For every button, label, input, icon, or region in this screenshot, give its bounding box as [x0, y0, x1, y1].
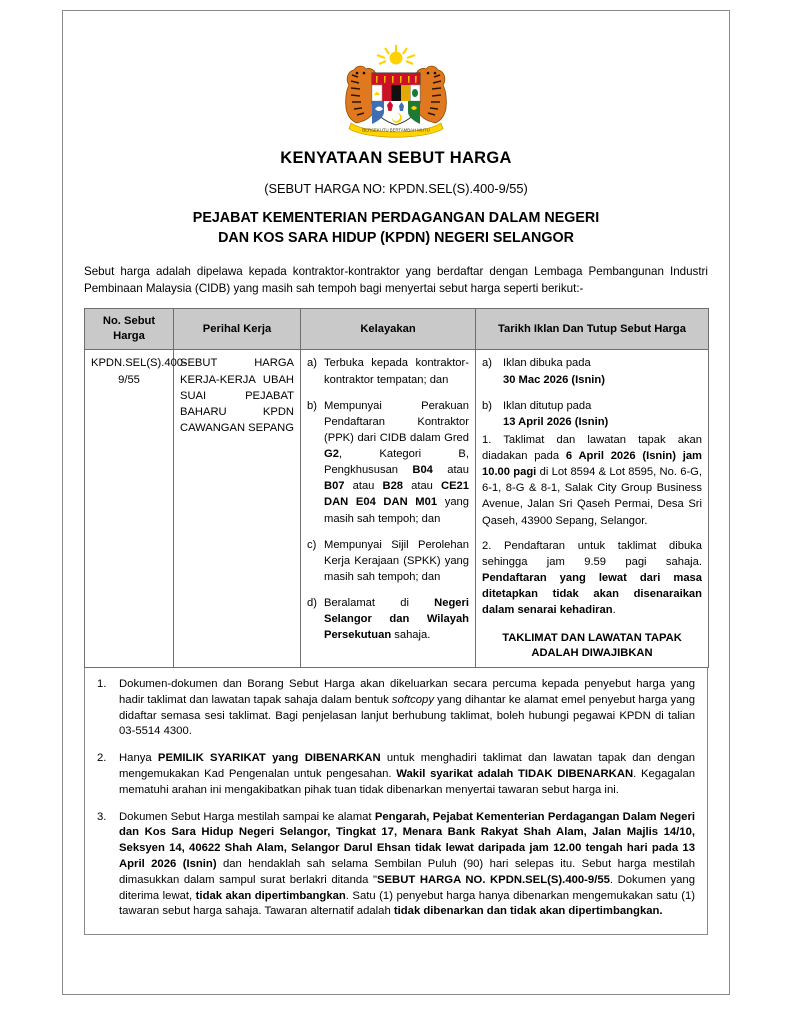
item-text: Beralamat di Negeri Selangor dan Wilayah Persekutuan sahaja. [324, 597, 469, 642]
item-text: Iklan ditutup pada 13 April 2026 (Isnin) [503, 399, 609, 428]
item-marker: a) [307, 357, 317, 370]
kelayakan-item [307, 595, 469, 643]
tarikh-notes [482, 432, 702, 618]
kelayakan-item [307, 355, 469, 387]
note-text: Hanya PEMILIK SYARIKAT yang DIBENARKAN untuk menghadiri taklimat dan lawatan tapak dan dengan mengemukakan Kad Pengenalan untuk pengesahan. Wakil syarikat adalah TIDAK DIBENARKAN. Kegagalan mematuhi arahan ini mengakibatkan pihak tuan tidak dibenarkan menyertai tawaran sebut harga ini. [119, 752, 696, 796]
cell-perihal-kerja: SEBUT HARGA KERJA-KERJA UBAH SUAI PEJABAT BAHARU KPDN CAWANGAN SEPANG [174, 350, 301, 667]
intro-paragraph: Sebut harga adalah dipelawa kepada kontraktor-kontraktor yang berdaftar dengan Lembaga Pembangunan Industri Pembinaan Malaysia (CIDB) yang masih sah tempoh bagi menyertai sebut harga seperti berikut:- [84, 265, 708, 295]
table-row [85, 350, 709, 667]
kelayakan-list [307, 355, 469, 643]
kelayakan-item [307, 537, 469, 585]
table-header-row [85, 309, 709, 350]
cell-kelayakan [301, 350, 476, 667]
note-number: 2. [97, 752, 107, 765]
note-text: Dokumen Sebut Harga mestilah sampai ke alamat Pengarah, Pejabat Kementerian Perdagangan Dalam Negeri dan Kos Sara Hidup Negeri Selangor, Tingkat 17, Menara Bank Rakyat Shah Alam, Jalan Majlis 14/10, Seksyen 14, 40622 Shah Alam, Selangor Darul Ehsan tidak lewat daripada jam 12.00 tengah hari pada 13 April 2026 (Isnin) dan hendaklah sah selama Sembilan Puluh (90) hari selepas itu. Sebut harga mestilah dimasukkan dalam sampul surat berlakri ditanda "SEBUT HARGA NO. KPDN.SEL(S).400-9/55. Dokumen yang diterima lewat, tidak akan dipertimbangkan. Satu (1) penyebut harga hanya dibenarkan mengemukakan satu (1) tawaran sebut harga sahaja. Tawaran alternatif adalah tidak dibenarkan dan tidak akan dipertimbangkan. [119, 810, 696, 918]
th-perihal-kerja: Perihal Kerja [174, 309, 301, 350]
note-item [97, 677, 695, 740]
page-inner [63, 11, 729, 935]
quote-number-line: (SEBUT HARGA NO: KPDN.SEL(S).400-9/55) [264, 181, 528, 196]
crest-container [84, 43, 708, 141]
item-marker: d) [307, 597, 317, 610]
quotation-table [84, 308, 709, 668]
notes-list [97, 677, 695, 920]
item-text: Iklan dibuka pada 30 Mac 2026 (Isnin) [503, 357, 605, 386]
cell-no-sebut-harga: KPDN.SEL(S).400-9/55 [85, 350, 174, 667]
tarikh-note: 2. Pendaftaran untuk taklimat dibuka sehingga jam 9.59 pagi sahaja. Pendaftaran yang lewat dari masa ditetapkan tidak akan disenaraikan dalam senarai kehadiran. [482, 539, 702, 617]
item-marker: c) [307, 538, 317, 551]
shield [372, 73, 420, 125]
department-line-2: DAN KOS SARA HIDUP (KPDN) NEGERI SELANGOR [218, 229, 574, 246]
item-text: Mempunyai Perakuan Pendaftaran Kontraktor (PPK) dari CIDB dalam Gred G2, Kategori B, Pengkhususan B04 atau B07 atau B28 atau CE21 DAN E04 DAN M01 yang masih sah tempoh; dan [324, 399, 469, 525]
page-title: KENYATAAN SEBUT HARGA [280, 149, 512, 167]
cell-tarikh-iklan [476, 350, 709, 667]
malaysia-coat-of-arms-icon [335, 43, 457, 141]
tarikh-items-list [482, 355, 702, 430]
tarikh-item [482, 355, 702, 387]
motto-text: BERSEKUTU BERTAMBAH MUTU [362, 127, 430, 133]
notes-box [84, 668, 708, 935]
note-number: 1. [97, 677, 107, 690]
tarikh-note: 1. Taklimat dan lawatan tapak akan diadakan pada 6 April 2026 (Isnin) jam 10.00 pagi di Lot 8594 & Lot 8595, No. 6-G, 6-1, 8-G & 8-1, Salak City Group Business Avenue, Jalan Sri Qaseh Permai, Desa Sri Qaseh, 43900 Sepang, Selangor. [482, 433, 702, 527]
item-text: Mempunyai Sijil Perolehan Kerja Kerajaan (SPKK) yang masih sah tempoh; dan [324, 538, 469, 583]
note-item [97, 751, 695, 798]
th-kelayakan: Kelayakan [301, 309, 476, 350]
item-text: Terbuka kepada kontraktor-kontraktor tempatan; dan [324, 357, 469, 386]
tarikh-emphasis: TAKLIMAT DAN LAWATAN TAPAK ADALAH DIWAJIBKAN [502, 632, 682, 660]
th-tarikh-iklan: Tarikh Iklan Dan Tutup Sebut Harga [476, 309, 709, 350]
item-marker: b) [482, 399, 492, 412]
note-text: Dokumen-dokumen dan Borang Sebut Harga akan dikeluarkan secara percuma kepada penyebut harga yang hadir taklimat dan lawatan tapak sahaja dalam bentuk softcopy yang dihantar ke alamat emel penyebut harga yang didaftar semasa sesi taklimat. Bagi penjelasan lanjut berhubung taklimat, boleh hubungi pegawai KPDN di talian 03-5514 4300. [119, 677, 695, 738]
kelayakan-item [307, 398, 469, 527]
tarikh-item [482, 398, 702, 430]
document-page [62, 10, 730, 995]
item-marker: b) [307, 399, 317, 412]
th-no-sebut-harga: No. Sebut Harga [85, 309, 174, 350]
department-line-1: PEJABAT KEMENTERIAN PERDAGANGAN DALAM NEGERI [192, 210, 600, 226]
department-heading [84, 209, 708, 248]
note-item [97, 810, 695, 921]
item-marker: a) [482, 357, 492, 370]
note-number: 3. [97, 810, 107, 823]
